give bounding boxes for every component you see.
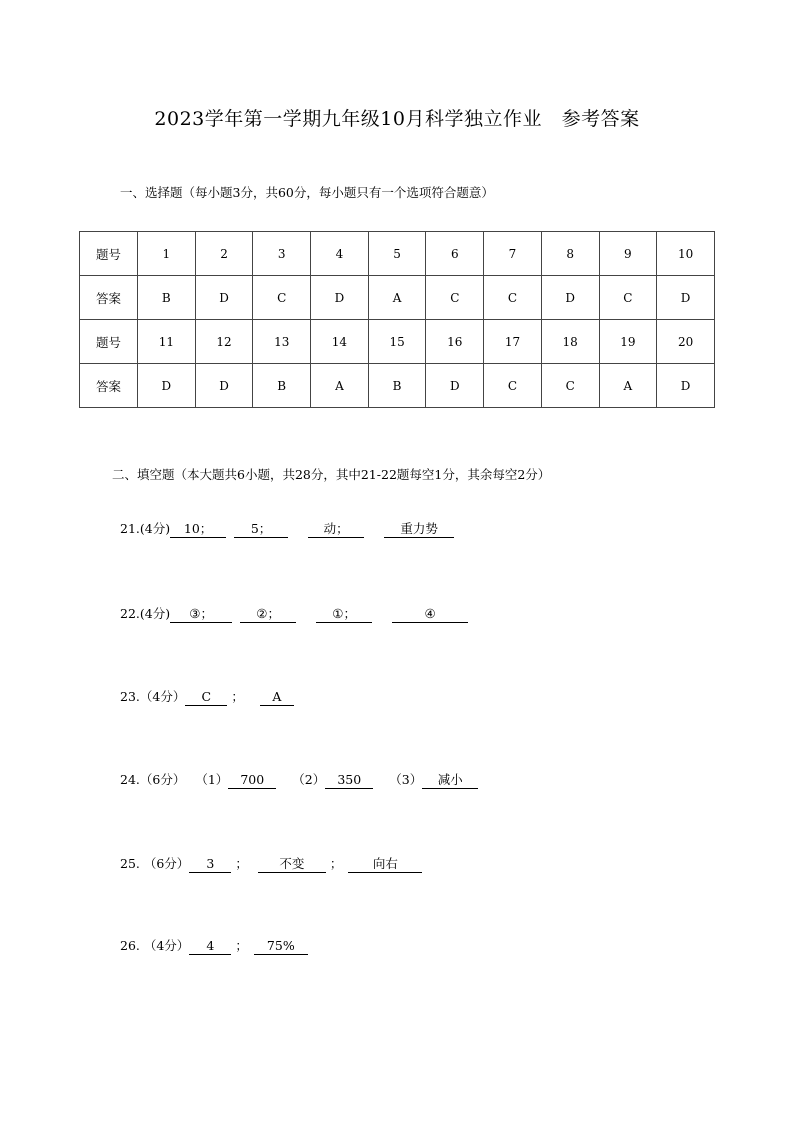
answer-cell: C — [541, 364, 599, 408]
question-label: 23.（4分） — [120, 689, 186, 704]
separator: ； — [231, 689, 244, 704]
sub-label: （3） — [389, 772, 423, 787]
row-label: 题号 — [80, 232, 138, 276]
question-number-cell: 13 — [253, 320, 311, 364]
answer-cell: B — [253, 364, 311, 408]
row-label: 答案 — [80, 276, 138, 320]
answer-cell: C — [484, 276, 542, 320]
answer-cell: C — [253, 276, 311, 320]
answer-blank: 动； — [308, 521, 364, 538]
answer-cell: B — [368, 364, 426, 408]
answer-cell: D — [541, 276, 599, 320]
answer-cell: C — [599, 276, 657, 320]
answer-blank: A — [260, 689, 294, 706]
answer-blank: ④ — [392, 606, 468, 623]
question-number-cell: 8 — [541, 232, 599, 276]
table-row-numbers — [80, 320, 715, 364]
question-25 — [120, 854, 422, 873]
question-number-cell: 15 — [368, 320, 426, 364]
answer-cell: D — [657, 364, 715, 408]
answer-cell: C — [484, 364, 542, 408]
answer-blank: 75% — [254, 938, 308, 955]
answer-cell: D — [195, 364, 253, 408]
answer-blank: 3 — [189, 856, 231, 873]
question-21 — [120, 519, 454, 538]
question-number-cell: 16 — [426, 320, 484, 364]
question-number-cell: 7 — [484, 232, 542, 276]
question-label: 25. （6分） — [120, 856, 190, 871]
answer-cell: A — [368, 276, 426, 320]
question-26 — [120, 936, 308, 955]
question-number-cell: 14 — [311, 320, 369, 364]
answer-blank: 4 — [189, 938, 231, 955]
answer-blank: 向右 — [348, 856, 422, 873]
question-label: 21.(4分) — [120, 521, 171, 536]
sub-label: （2） — [292, 772, 326, 787]
question-number-cell: 9 — [599, 232, 657, 276]
page-title: 2023学年第一学期九年级10月科学独立作业 参考答案 — [154, 108, 640, 130]
sub-label: （1） — [195, 772, 229, 787]
answer-blank: ③； — [170, 606, 232, 623]
table-row-answers — [80, 276, 715, 320]
question-23 — [120, 687, 294, 706]
question-label: 22.(4分) — [120, 606, 171, 621]
answer-cell: D — [311, 276, 369, 320]
table-row-answers — [80, 364, 715, 408]
separator: ； — [235, 856, 248, 871]
question-number-cell: 10 — [657, 232, 715, 276]
answer-blank: 700 — [228, 772, 276, 789]
question-label: 26. （4分） — [120, 938, 190, 953]
answer-cell: B — [138, 276, 196, 320]
question-number-cell: 4 — [311, 232, 369, 276]
answer-cell: D — [426, 364, 484, 408]
question-number-cell: 18 — [541, 320, 599, 364]
answer-blank: ②； — [240, 606, 296, 623]
answer-blank: 5； — [234, 521, 288, 538]
answer-cell: C — [426, 276, 484, 320]
answer-cell: D — [657, 276, 715, 320]
answer-blank: C — [185, 689, 227, 706]
answer-blank: 重力势 — [384, 521, 454, 538]
question-number-cell: 12 — [195, 320, 253, 364]
row-label: 答案 — [80, 364, 138, 408]
separator: ； — [235, 938, 248, 953]
section-heading-multiple-choice: 一、选择题（每小题3分，共60分，每小题只有一个选项符合题意） — [120, 185, 494, 200]
question-24 — [120, 770, 478, 789]
question-22 — [120, 604, 468, 623]
question-label: 24.（6分） — [120, 772, 186, 787]
question-number-cell: 1 — [138, 232, 196, 276]
section-heading-fill-in: 二、填空题（本大题共6小题，共28分，其中21-22题每空1分，其余每空2分） — [112, 467, 551, 482]
answer-table — [79, 231, 715, 408]
answer-cell: D — [195, 276, 253, 320]
question-number-cell: 20 — [657, 320, 715, 364]
question-number-cell: 5 — [368, 232, 426, 276]
answer-blank: 10； — [170, 521, 226, 538]
answer-blank: 350 — [325, 772, 373, 789]
question-number-cell: 19 — [599, 320, 657, 364]
question-number-cell: 6 — [426, 232, 484, 276]
answer-blank: 不变 — [258, 856, 326, 873]
question-number-cell: 3 — [253, 232, 311, 276]
question-number-cell: 2 — [195, 232, 253, 276]
question-number-cell: 17 — [484, 320, 542, 364]
answer-blank: ①； — [316, 606, 372, 623]
answer-cell: A — [311, 364, 369, 408]
answer-cell: D — [138, 364, 196, 408]
answer-blank: 减小 — [422, 772, 478, 789]
separator: ； — [329, 856, 343, 871]
row-label: 题号 — [80, 320, 138, 364]
table-row-numbers — [80, 232, 715, 276]
answer-cell: A — [599, 364, 657, 408]
question-number-cell: 11 — [138, 320, 196, 364]
